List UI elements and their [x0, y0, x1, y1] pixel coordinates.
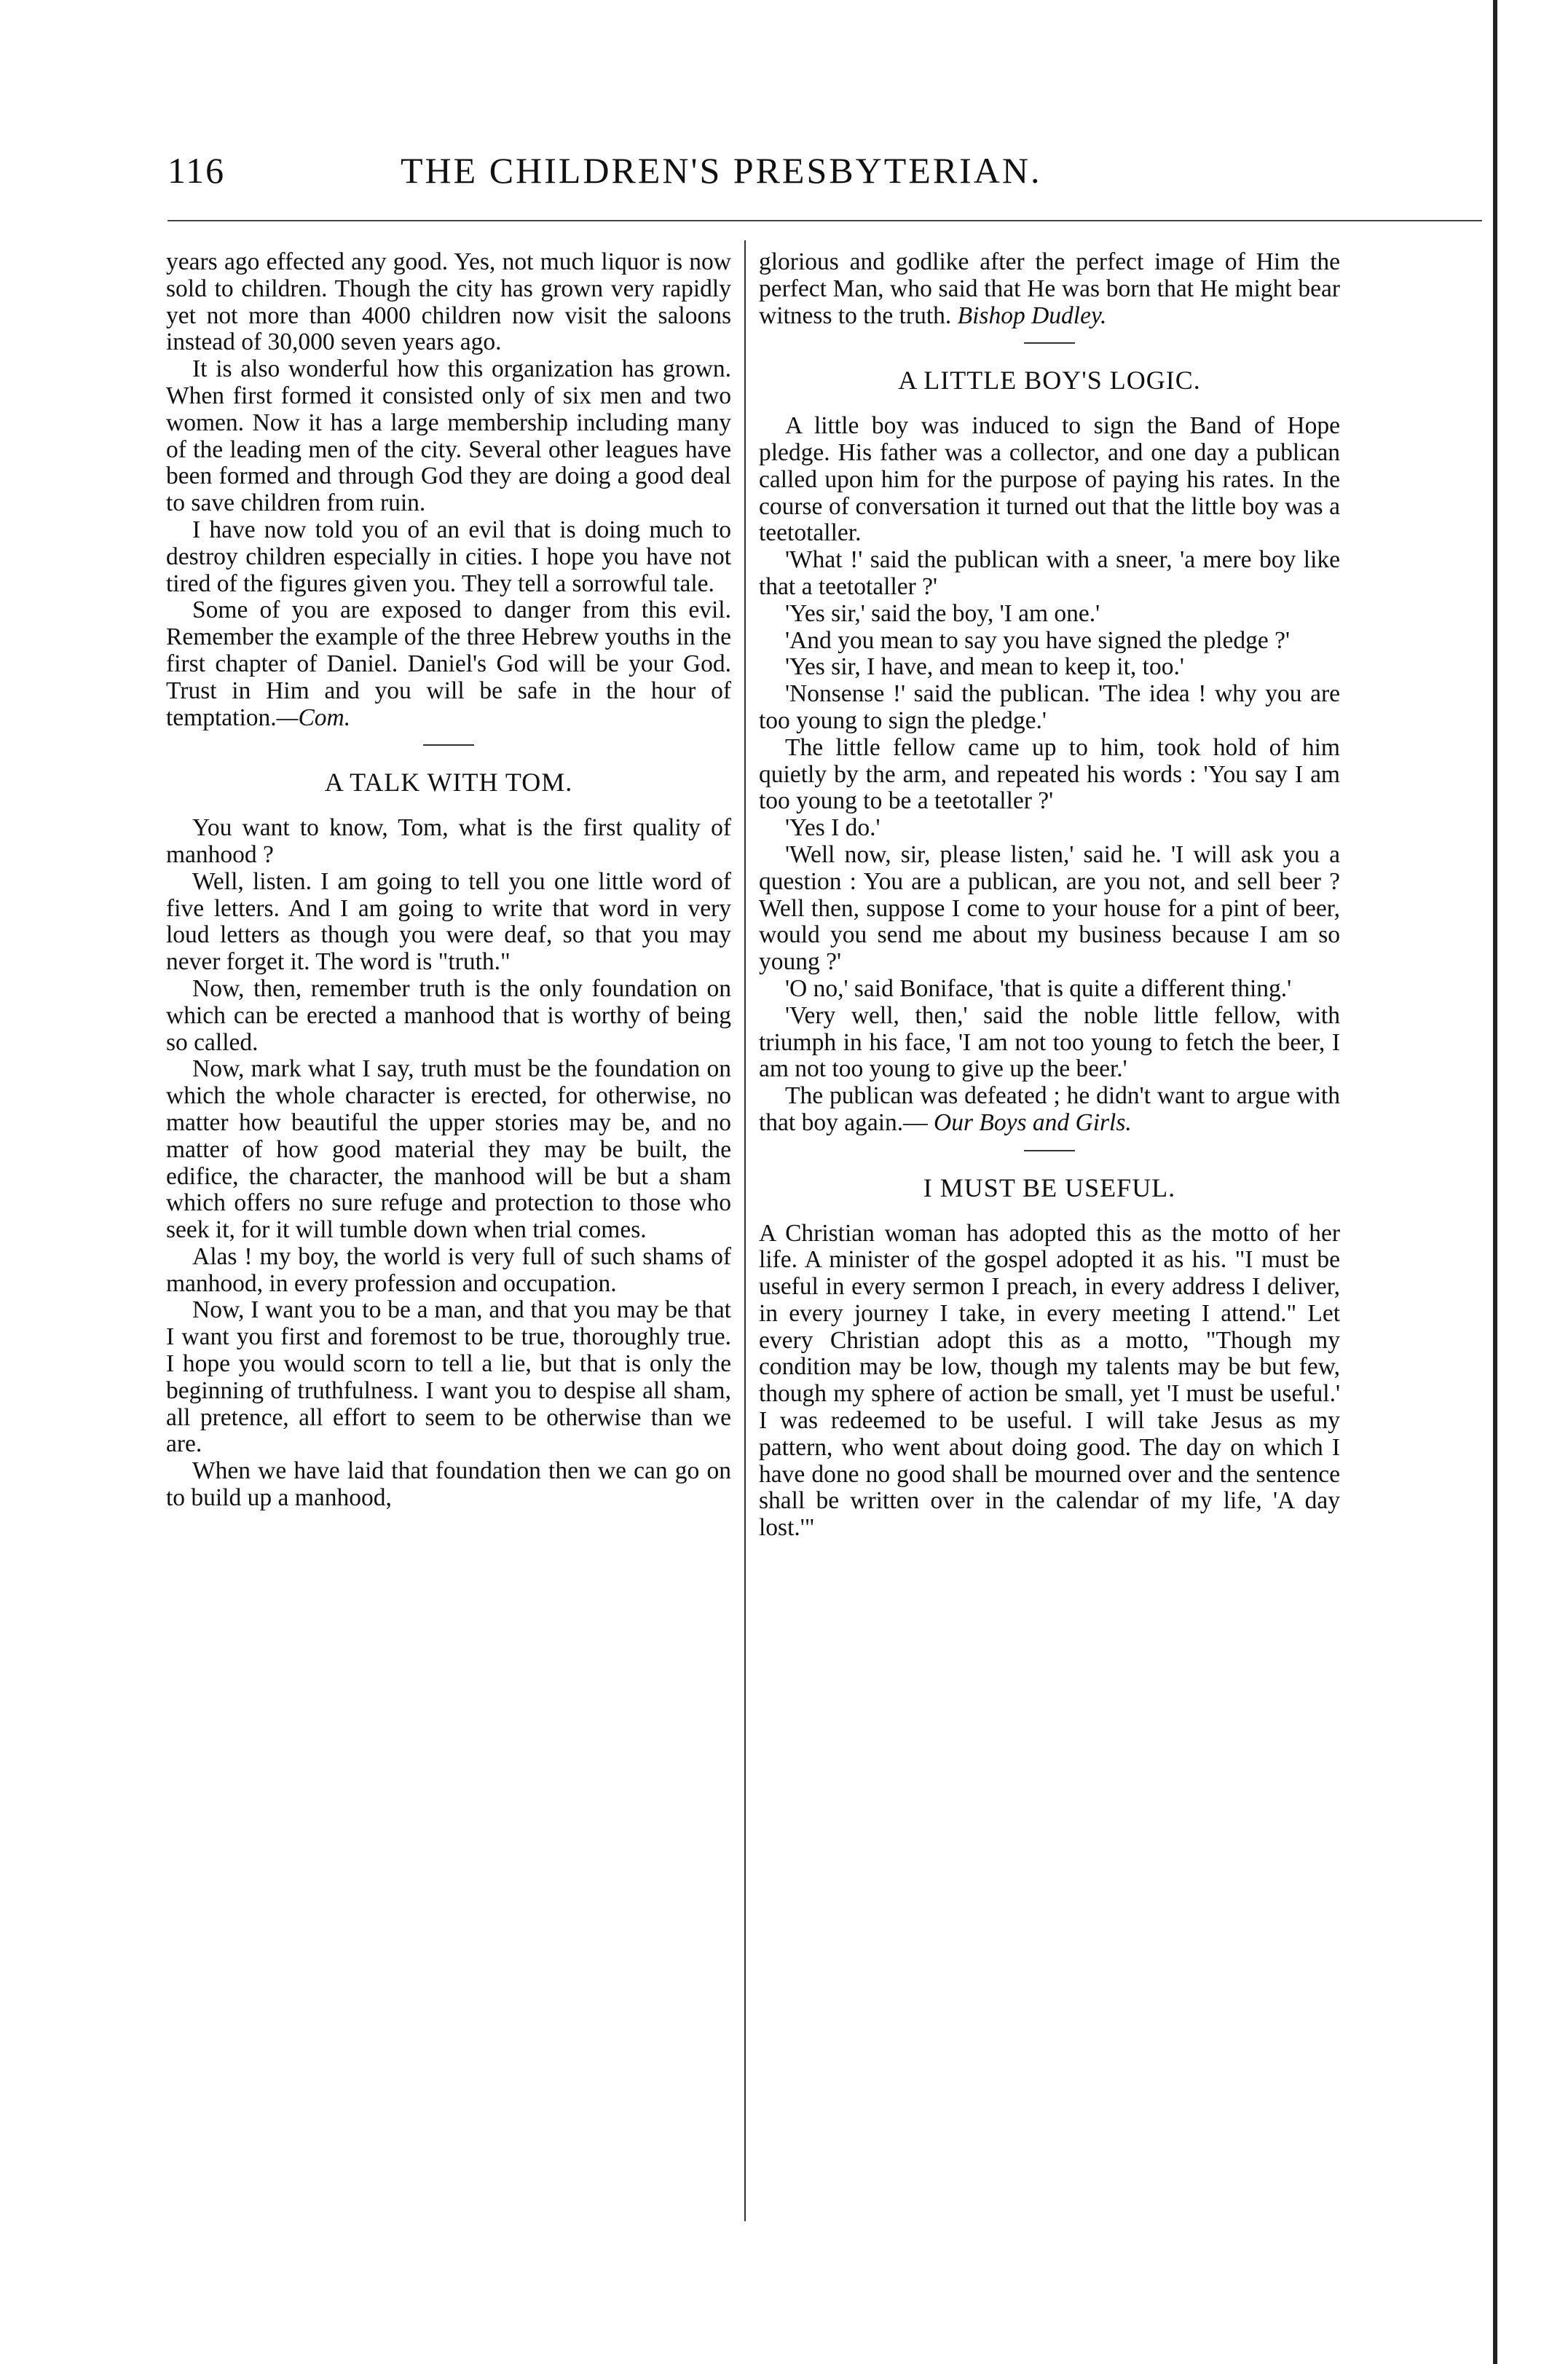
- right-column: [759, 249, 1340, 2339]
- paragraph: Now, mark what I say, truth must be the foundation on which the whole character is erected, for otherwise, no matter how beautiful the upper stories may be, and no matter of how good material they may be built, the edifice, the character, the manhood will be but a sham which offers no sure refuge and protection to those who seek it, for it will tumble down when trial comes.: [166, 1055, 731, 1244]
- paragraph-text: glorious and godlike after the perfect image of Him the perfect Man, who said that He was born that He might bear witness to the truth.: [759, 249, 1340, 329]
- paragraph: Alas ! my boy, the world is very full of such shams of manhood, in every profession and occupation.: [166, 1242, 731, 1297]
- paragraph-with-source: [759, 249, 1340, 329]
- paragraph: 'Very well, then,' said the noble little fellow, with triumph in his face, 'I am not too young to fetch the beer, I am not too young to give up the beer.': [759, 1001, 1340, 1083]
- paragraph: A little boy was induced to sign the Band of Hope pledge. His father was a collector, and one day a publican called upon him for the purpose of paying his rates. In the course of conversation it turned out that the little boy was a teetotaller.: [759, 412, 1340, 547]
- paragraph-text: Some of you are exposed to danger from this evil. Remember the example of the three Hebrew youths in the first chapter of Daniel. Daniel's God will be your God. Trust in Him and you will be safe in the hour of temptation.: [166, 596, 731, 731]
- paragraph-text: The publican was defeated ; he didn't want to argue with that boy again.: [759, 1082, 1340, 1136]
- paragraph: It is also wonderful how this organization has grown. When first formed it consisted only of six men and two women. Now it has a large membership including many of the leading men of the city. Several other leagues have been formed and through God they are doing a good deal to save children from ruin.: [166, 355, 731, 517]
- paragraph: years ago effected any good. Yes, not much liquor is now sold to children. Though the city has grown very rapidly yet not more than 4000 children now visit the saloons instead of 30,000 seven years ago.: [166, 249, 731, 356]
- paragraph: 'Yes sir,' said the boy, 'I am one.': [785, 599, 1100, 627]
- section-divider: [1024, 1150, 1075, 1151]
- left-column: [166, 249, 731, 2339]
- section-divider: [423, 744, 474, 746]
- paragraph: 'Yes I do.': [785, 814, 880, 842]
- article-source: Our Boys and Girls.: [934, 1108, 1132, 1136]
- section-divider: [1024, 342, 1075, 344]
- page-number: 116: [168, 150, 226, 191]
- paragraph: 'Nonsense !' said the publican. 'The idea ! why you are too young to sign the pledge.': [759, 680, 1340, 734]
- paragraph: 'What !' said the publican with a sneer, 'a mere boy like that a teetotaller ?': [759, 546, 1340, 600]
- paragraph: Now, then, remember truth is the only foundation on which can be erected a manhood that is worthy of being so called.: [166, 974, 731, 1056]
- column-divider: [744, 240, 746, 2221]
- header-rule: [168, 220, 1482, 221]
- article-title: A TALK WITH TOM.: [324, 768, 573, 797]
- paragraph: Now, I want you to be a man, and that you may be that I want you first and foremost to be true, thoroughly true. I hope you would scorn to tell a lie, but that is only the beginning of truthfulness. I want you to despise all sham, all pretence, all effort to seem to be otherwise than we are.: [166, 1296, 731, 1458]
- paragraph: The little fellow came up to him, took hold of him quietly by the arm, and repeated his words : 'You say I am too young to be a teetotaller ?': [759, 733, 1340, 815]
- article-title: A LITTLE BOY'S LOGIC.: [898, 366, 1201, 395]
- paragraph: 'Well now, sir, please listen,' said he. 'I will ask you a question : You are a publican, are you not, and sell beer ? Well then, suppose I come to your house for a pint of beer, would you send me about my business because I am so young ?': [759, 840, 1340, 976]
- article-title: I MUST BE USEFUL.: [923, 1173, 1176, 1202]
- running-title: THE CHILDREN'S PRESBYTERIAN.: [401, 150, 1042, 191]
- paragraph: Well, listen. I am going to tell you one little word of five letters. And I am going to write that word in very loud letters as though you were deaf, so that you may never forget it. The word is "truth.": [166, 867, 731, 976]
- paragraph: 'Yes sir, I have, and mean to keep it, too.': [785, 653, 1184, 681]
- paragraph: When we have laid that foundation then we can go on to build up a manhood,: [166, 1457, 731, 1512]
- paragraph: A Christian woman has adopted this as the motto of her life. A minister of the gospel adopted it as his. "I must be useful in every sermon I preach, in every address I deliver, in every journey I take, in every meeting I attend." Let every Christian adopt this as a motto, "Though my condition may be low, though my talents may be but few, though my sphere of action be small, yet 'I must be useful.' I was redeemed to be useful. I will take Jesus as my pattern, who went about doing good. The day on which I have done no good shall be mourned over and the sentence shall be written over in the calendar of my life, 'A day lost.'": [759, 1219, 1340, 1542]
- paragraph: I have now told you of an evil that is doing much to destroy children especially in cities. I hope you have not tired of the figures given you. They tell a sorrowful tale.: [166, 516, 731, 597]
- page-header: [168, 149, 1114, 200]
- article-source: Bishop Dudley.: [957, 302, 1107, 329]
- paragraph-with-source: The publican was defeated ; he didn't want to argue with that boy again.— Our Boys and Girls.: [759, 1082, 1340, 1136]
- page-edge-line: [1493, 0, 1497, 2364]
- paragraph: You want to know, Tom, what is the first quality of manhood ?: [166, 814, 731, 868]
- article-source: —Com.: [276, 704, 351, 731]
- paragraph-with-source: [166, 597, 731, 731]
- paragraph: 'O no,' said Boniface, 'that is quite a different thing.': [785, 974, 1292, 1002]
- paragraph: 'And you mean to say you have signed the pledge ?': [785, 626, 1291, 654]
